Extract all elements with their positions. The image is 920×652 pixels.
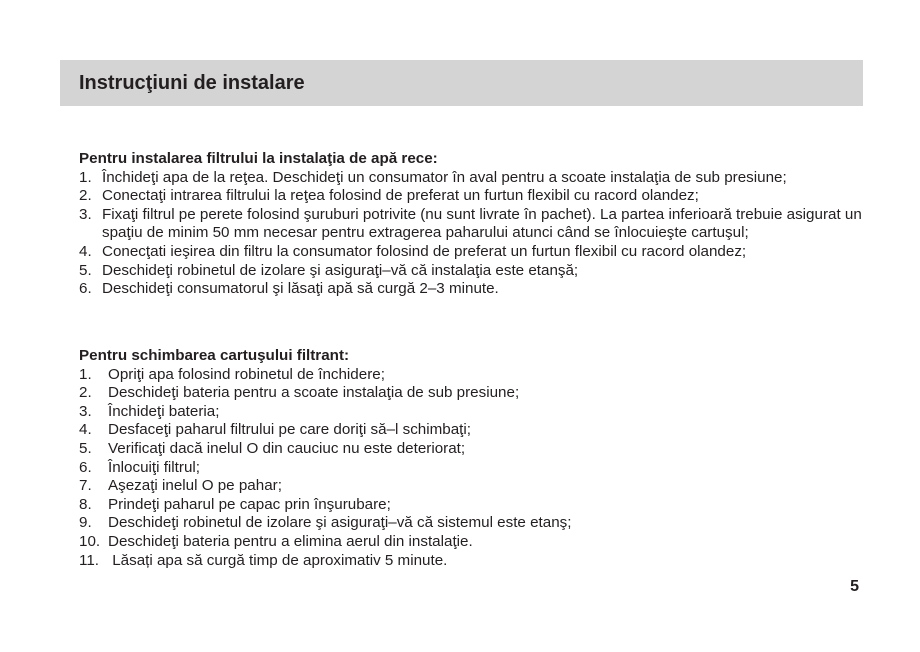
install-section-title: Pentru instalarea filtrului la instalaţia de apă rece: bbox=[79, 150, 438, 167]
list-item-number: 2. bbox=[79, 384, 92, 402]
list-item-number: 3. bbox=[79, 205, 92, 223]
list-item-text: Opriţi apa folosind robinetul de închidere; bbox=[108, 365, 385, 383]
list-item-text: Lăsați apa să curgă timp de aproximativ 5 minute. bbox=[108, 551, 448, 569]
list-item bbox=[79, 169, 869, 188]
list-item bbox=[79, 366, 869, 385]
list-item bbox=[79, 421, 869, 440]
list-item-text: Deschideţi consumatorul şi lăsaţi apă să curgă 2–3 minute. bbox=[102, 280, 499, 298]
list-item-number: 6. bbox=[79, 280, 92, 298]
list-item-text: Închideţi apa de la reţea. Deschideţi un consumator în aval pentru a scoate instalaţia de sub presiune; bbox=[102, 168, 787, 186]
list-item bbox=[79, 514, 869, 533]
page-title: Instrucţiuni de instalare bbox=[79, 72, 305, 94]
list-item-number: 6. bbox=[79, 458, 92, 476]
list-item-number: 3. bbox=[79, 402, 92, 420]
list-item-text: Conectaţi intrarea filtrului la reţea folosind de preferat un furtun flexibil cu racord olandez; bbox=[102, 187, 699, 205]
list-item-text: Desfaceţi paharul filtrului pe care doriţi să–l schimbaţi; bbox=[108, 421, 471, 439]
list-item bbox=[79, 459, 869, 478]
list-item bbox=[79, 403, 869, 422]
list-item bbox=[79, 496, 869, 515]
list-item-text: Înlocuiţi filtrul; bbox=[108, 458, 201, 476]
page-number: 5 bbox=[850, 578, 859, 595]
list-item bbox=[79, 206, 869, 243]
list-item-text: Conecţati ieşirea din filtru la consumator folosind de preferat un furtun flexibil cu racord olandez; bbox=[102, 242, 747, 260]
list-item-number: 5. bbox=[79, 439, 92, 457]
list-item-number: 4. bbox=[79, 421, 92, 439]
list-item-number: 9. bbox=[79, 514, 92, 532]
list-item bbox=[79, 384, 869, 403]
list-item-text: Deschideţi bateria pentru a elimina aerul din instalaţie. bbox=[108, 532, 473, 550]
list-item-number: 1. bbox=[79, 168, 92, 186]
list-item-number: 4. bbox=[79, 242, 92, 260]
list-item-number: 11. bbox=[79, 551, 99, 569]
list-item-number: 8. bbox=[79, 495, 92, 513]
list-item bbox=[79, 187, 869, 206]
list-item-text: Aşezaţi inelul O pe pahar; bbox=[108, 477, 282, 495]
list-item bbox=[79, 477, 869, 496]
change-section-title: Pentru schimbarea cartuşului filtrant: bbox=[79, 347, 350, 364]
list-item-text: Prindeţi paharul pe capac prin înşurubare; bbox=[108, 495, 391, 513]
list-item bbox=[79, 440, 869, 459]
list-item bbox=[79, 533, 869, 552]
list-item-text: Deschideţi robinetul de izolare şi asiguraţi–vă că instalaţia este etanşă; bbox=[102, 261, 579, 279]
list-item bbox=[79, 280, 869, 299]
list-item-number: 7. bbox=[79, 477, 92, 495]
list-item bbox=[79, 243, 869, 262]
list-item-text: Fixaţi filtrul pe perete folosind şuruburi potrivite (nu sunt livrate în pachet). La partea inferioară trebuie asigurat un spaţiu de minim 50 mm necesar pentru extragerea paharului atunci când se înlocuieşte cartuşul; bbox=[102, 205, 862, 242]
list-item-text: Închideţi bateria; bbox=[108, 402, 220, 420]
header-bar bbox=[60, 60, 863, 106]
list-item bbox=[79, 552, 869, 571]
install-section bbox=[79, 150, 869, 299]
list-item-text: Deschideţi robinetul de izolare şi asiguraţi–vă că sistemul este etanş; bbox=[108, 514, 572, 532]
list-item-number: 10. bbox=[79, 532, 101, 550]
list-item bbox=[79, 262, 869, 281]
list-item-number: 2. bbox=[79, 187, 92, 205]
list-item-number: 1. bbox=[79, 365, 92, 383]
change-section bbox=[79, 347, 869, 570]
list-item-text: Deschideţi bateria pentru a scoate instalaţia de sub presiune; bbox=[108, 384, 520, 402]
list-item-text: Verificaţi dacă inelul O din cauciuc nu este deteriorat; bbox=[108, 439, 466, 457]
list-item-number: 5. bbox=[79, 261, 92, 279]
